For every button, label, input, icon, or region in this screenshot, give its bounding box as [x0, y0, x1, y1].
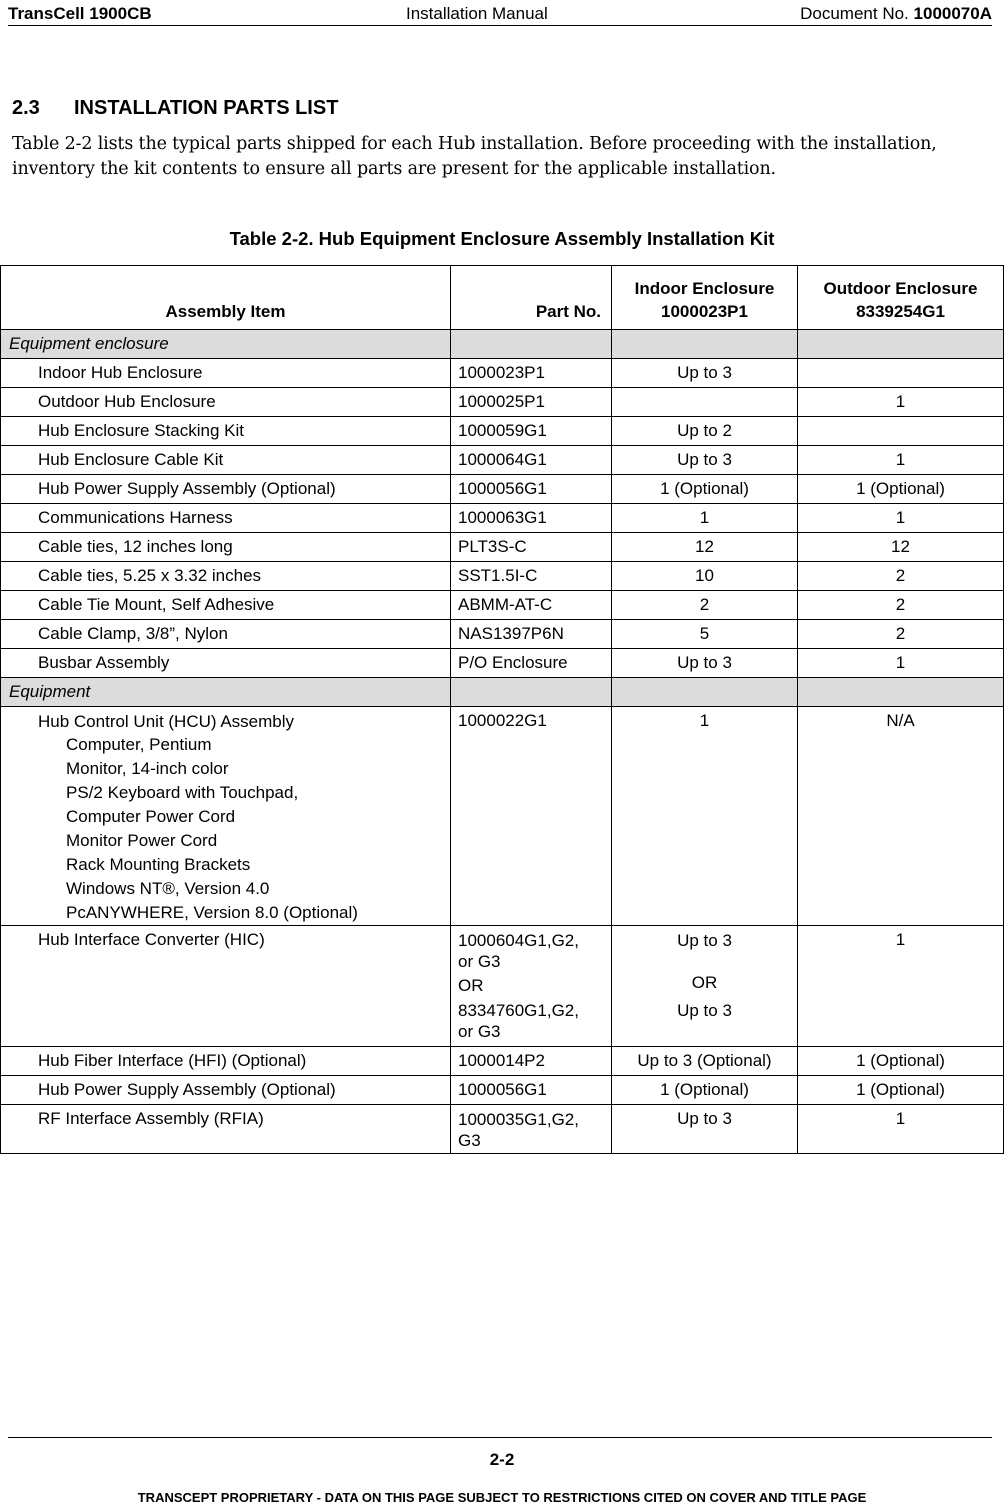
cell-item	[1, 707, 451, 926]
cell-outdoor: N/A	[798, 707, 1004, 926]
hcu-subitem: Computer, Pentium	[66, 735, 212, 754]
header-outdoor-enclosure	[798, 266, 1004, 330]
table-row	[1, 533, 1004, 562]
cell-indoor: 1 (Optional)	[612, 1076, 798, 1105]
table-row	[1, 1047, 1004, 1076]
category-label: Equipment	[1, 678, 451, 707]
cell-indoor: 1 (Optional)	[612, 475, 798, 504]
cell-outdoor	[798, 417, 1004, 446]
hic-part-b-line2: or G3	[458, 1022, 501, 1041]
cell-part: 1000056G1	[451, 1076, 612, 1105]
cell-outdoor: 12	[798, 533, 1004, 562]
cell-item: Cable ties, 12 inches long	[1, 533, 451, 562]
hic-indoor-a: Up to 3	[677, 931, 732, 950]
section-heading	[12, 97, 338, 120]
installation-kit-table	[0, 265, 1004, 1154]
table-row-hic	[1, 926, 1004, 1047]
cell-part: NAS1397P6N	[451, 620, 612, 649]
header-part-no: Part No.	[451, 266, 612, 330]
cell-item: Hub Interface Converter (HIC)	[1, 926, 451, 1047]
table-row	[1, 446, 1004, 475]
cell-outdoor: 1 (Optional)	[798, 475, 1004, 504]
document-number-value: 1000070A	[913, 4, 992, 23]
page-header	[0, 0, 1004, 26]
cell-indoor: Up to 3 (Optional)	[612, 1047, 798, 1076]
cell-part: 1000064G1	[451, 446, 612, 475]
cell-indoor	[612, 388, 798, 417]
cell-item: Indoor Hub Enclosure	[1, 359, 451, 388]
table-row	[1, 591, 1004, 620]
table-row	[1, 504, 1004, 533]
hic-indoor-or: OR	[691, 973, 718, 992]
cell-indoor: 5	[612, 620, 798, 649]
header-divider	[8, 25, 992, 26]
product-name: TransCell 1900CB	[8, 4, 152, 23]
cell-part: 1000056G1	[451, 475, 612, 504]
page-number: 2-2	[489, 1450, 515, 1469]
cell-item: Cable Clamp, 3/8”, Nylon	[1, 620, 451, 649]
cell-indoor: 10	[612, 562, 798, 591]
cell-part	[451, 1105, 612, 1154]
hcu-subitem: Windows NT®, Version 4.0	[66, 879, 270, 898]
header-assembly-item: Assembly Item	[1, 266, 451, 330]
cell-item: Communications Harness	[1, 504, 451, 533]
cell-part: 1000059G1	[451, 417, 612, 446]
table-row	[1, 475, 1004, 504]
table-row	[1, 359, 1004, 388]
cell-indoor: Up to 3	[612, 649, 798, 678]
cell-outdoor: 1	[798, 388, 1004, 417]
table-caption: Table 2-2. Hub Equipment Enclosure Assembly Installation Kit	[229, 228, 775, 249]
cell-indoor	[612, 926, 798, 1047]
header-indoor-line1: Indoor Enclosure	[634, 279, 775, 298]
cell-indoor: Up to 3	[612, 359, 798, 388]
cell-outdoor: 1	[798, 446, 1004, 475]
equipment-rows	[1, 1047, 1004, 1105]
cell-item: RF Interface Assembly (RFIA)	[1, 1105, 451, 1154]
table-header-row	[1, 266, 1004, 330]
cell-part	[451, 926, 612, 1047]
cell-part: P/O Enclosure	[451, 649, 612, 678]
header-outdoor-line2: 8339254G1	[856, 302, 945, 321]
enclosure-rows	[1, 359, 1004, 678]
table-row	[1, 620, 1004, 649]
intro-paragraph: Table 2-2 lists the typical parts shipped for each Hub installation. Before proceeding with the installation, inventory the kit contents to ensure all parts are present for the applicable installation.	[12, 134, 937, 179]
cell-outdoor: 1 (Optional)	[798, 1076, 1004, 1105]
cell-indoor: 12	[612, 533, 798, 562]
cell-indoor: Up to 3	[612, 446, 798, 475]
cell-part: ABMM-AT-C	[451, 591, 612, 620]
hcu-subitem: Monitor Power Cord	[66, 831, 218, 850]
cell-part: SST1.5I-C	[451, 562, 612, 591]
hcu-subitem-list	[38, 733, 450, 925]
cell-indoor: 1	[612, 504, 798, 533]
hcu-subitem: Monitor, 14-inch color	[66, 759, 229, 778]
table-row-rfia	[1, 1105, 1004, 1154]
hcu-subitem: Rack Mounting Brackets	[66, 855, 251, 874]
hic-part-b-line1: 8334760G1,G2,	[458, 1001, 579, 1020]
document-number-label: Document No.	[800, 4, 909, 23]
cell-outdoor: 2	[798, 591, 1004, 620]
cell-indoor: Up to 3	[612, 1105, 798, 1154]
hic-indoor-b: Up to 3	[677, 1001, 732, 1020]
cell-part: 1000023P1	[451, 359, 612, 388]
cell-item: Hub Power Supply Assembly (Optional)	[1, 475, 451, 504]
rfia-part-line2: G3	[458, 1131, 481, 1150]
cell-part: 1000022G1	[451, 707, 612, 926]
cell-item: Hub Fiber Interface (HFI) (Optional)	[1, 1047, 451, 1076]
cell-outdoor: 1	[798, 504, 1004, 533]
hic-part-or: OR	[458, 976, 484, 995]
proprietary-notice: TRANSCEPT PROPRIETARY - DATA ON THIS PAGE SUBJECT TO RESTRICTIONS CITED ON COVER AND TITLE PAGE	[137, 1490, 867, 1505]
cell-part: PLT3S-C	[451, 533, 612, 562]
cell-item: Cable ties, 5.25 x 3.32 inches	[1, 562, 451, 591]
footer-divider	[8, 1437, 992, 1438]
cell-outdoor: 1	[798, 649, 1004, 678]
cell-item: Hub Power Supply Assembly (Optional)	[1, 1076, 451, 1105]
hcu-subitem: PcANYWHERE, Version 8.0 (Optional)	[66, 903, 358, 922]
hcu-subitem: PS/2 Keyboard with Touchpad,	[66, 783, 299, 802]
cell-item: Hub Enclosure Cable Kit	[1, 446, 451, 475]
category-row	[1, 678, 1004, 707]
section-title: INSTALLATION PARTS LIST	[74, 97, 339, 119]
table-row	[1, 388, 1004, 417]
cell-outdoor: 1 (Optional)	[798, 1047, 1004, 1076]
table-row	[1, 562, 1004, 591]
cell-outdoor: 1	[798, 926, 1004, 1047]
table-row	[1, 417, 1004, 446]
rfia-part-line1: 1000035G1,G2,	[458, 1110, 579, 1129]
header-indoor-line2: 1000023P1	[661, 302, 748, 321]
cell-part: 1000063G1	[451, 504, 612, 533]
manual-title: Installation Manual	[406, 4, 548, 23]
table-row	[1, 649, 1004, 678]
cell-outdoor: 1	[798, 1105, 1004, 1154]
hic-part-a-line2: or G3	[458, 952, 501, 971]
cell-indoor: 1	[612, 707, 798, 926]
header-indoor-enclosure	[612, 266, 798, 330]
cell-item: Hub Enclosure Stacking Kit	[1, 417, 451, 446]
cell-item: Cable Tie Mount, Self Adhesive	[1, 591, 451, 620]
cell-indoor: 2	[612, 591, 798, 620]
category-label: Equipment enclosure	[1, 330, 451, 359]
cell-part: 1000025P1	[451, 388, 612, 417]
section-number: 2.3	[12, 97, 40, 119]
cell-indoor: Up to 2	[612, 417, 798, 446]
cell-outdoor: 2	[798, 620, 1004, 649]
document-number	[800, 4, 992, 24]
hic-part-a-line1: 1000604G1,G2,	[458, 931, 579, 950]
cell-outdoor: 2	[798, 562, 1004, 591]
cell-item: Busbar Assembly	[1, 649, 451, 678]
cell-outdoor	[798, 359, 1004, 388]
hcu-item-label: Hub Control Unit (HCU) Assembly	[38, 712, 295, 731]
header-outdoor-line1: Outdoor Enclosure	[823, 279, 978, 298]
hcu-subitem: Computer Power Cord	[66, 807, 236, 826]
table-row	[1, 1076, 1004, 1105]
cell-part: 1000014P2	[451, 1047, 612, 1076]
cell-item: Outdoor Hub Enclosure	[1, 388, 451, 417]
table-row-hcu	[1, 707, 1004, 926]
category-row	[1, 330, 1004, 359]
